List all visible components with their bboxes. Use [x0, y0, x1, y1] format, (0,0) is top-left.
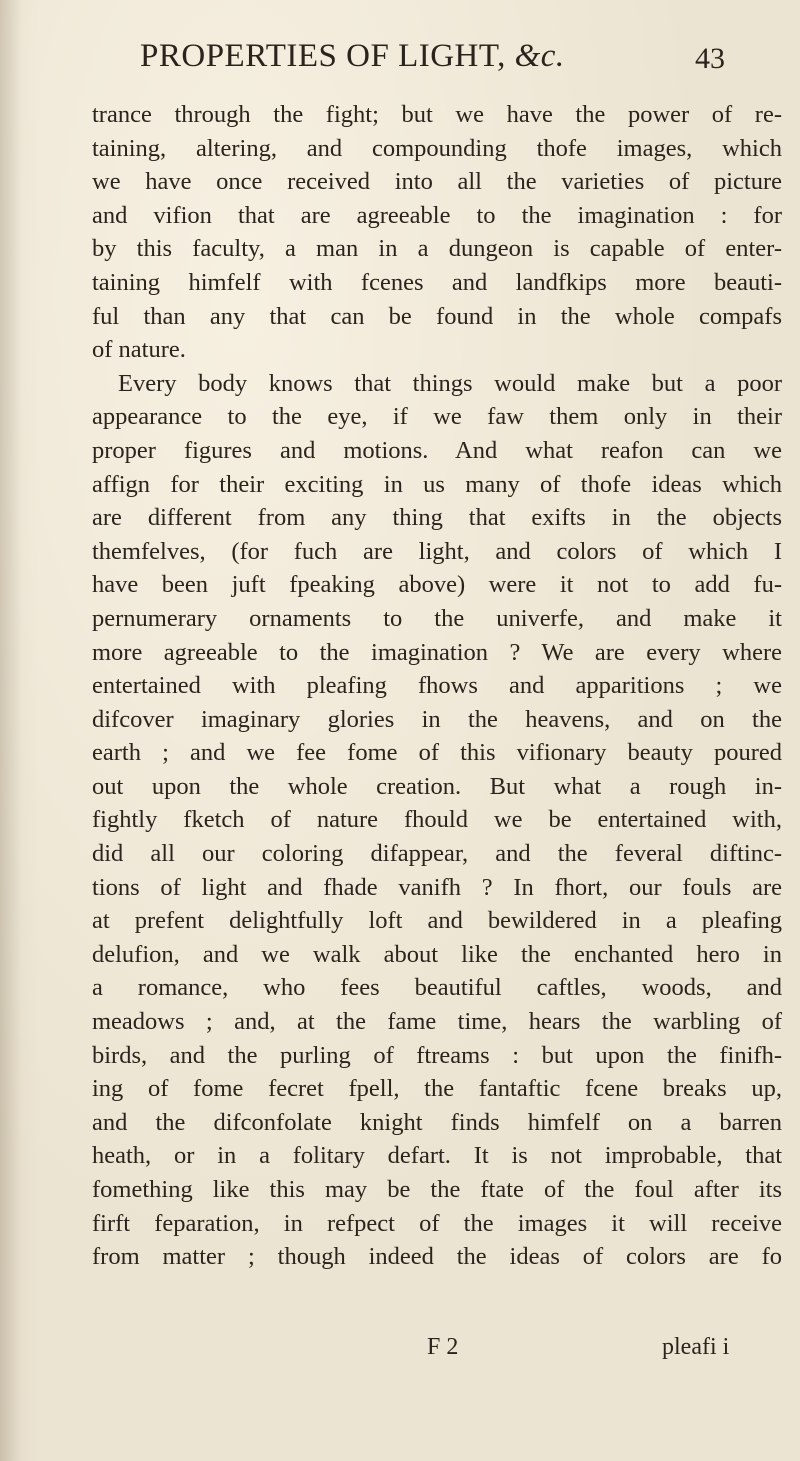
page-number: 43	[695, 42, 725, 75]
text-line: meadows ; and, at the fame time, hears the warbling of	[92, 1008, 782, 1036]
text-line: we have once received into all the varieties of picture	[92, 168, 782, 196]
page-footer	[92, 1334, 782, 1368]
running-title	[140, 38, 565, 75]
text-line: more agreeable to the imagination ? We are every where	[92, 638, 782, 666]
text-line: heath, or in a folitary defart. It is not improbable, that	[92, 1142, 782, 1170]
text-line: delufion, and we walk about like the enchanted hero in	[92, 940, 782, 968]
body-text	[92, 98, 782, 1274]
text-line: proper figures and motions. And what reafon can we	[92, 436, 782, 464]
text-line: at prefent delightfully loft and bewildered in a pleafing	[92, 907, 782, 935]
text-line: Every body knows that things would make but a poor	[118, 369, 782, 397]
text-line: and vifion that are agreeable to the imagination : for	[92, 201, 782, 229]
text-line: tions of light and fhade vanifh ? In fhort, our fouls are	[92, 873, 782, 901]
text-line: taining, altering, and compounding thofe images, which	[92, 134, 782, 162]
text-line: are different from any thing that exifts in the objects	[92, 504, 782, 532]
text-line: taining himfelf with fcenes and landfkips more beauti-	[92, 268, 782, 296]
text-line: have been juft fpeaking above) were it not to add fu-	[92, 571, 782, 599]
text-line: appearance to the eye, if we faw them only in their	[92, 403, 782, 431]
text-line: and the difconfolate knight finds himfelf on a barren	[92, 1108, 782, 1136]
text-line: trance through the fight; but we have the power of re-	[92, 101, 782, 128]
text-line: themfelves, (for fuch are light, and colors of which I	[92, 537, 782, 565]
text-line: from matter ; though indeed the ideas of colors are fo	[92, 1243, 782, 1271]
text-line: did all our coloring difappear, and the feveral diftinc-	[92, 840, 782, 868]
text-line: entertained with pleafing fhows and apparitions ; we	[92, 672, 782, 700]
text-line: of nature.	[92, 336, 186, 364]
text-line: out upon the whole creation. But what a rough in-	[92, 772, 782, 800]
text-line: a romance, who fees beautiful caftles, woods, and	[92, 974, 782, 1002]
page-header	[140, 38, 780, 78]
signature-mark: F 2	[427, 1334, 459, 1360]
text-line: ing of fome fecret fpell, the fantaftic fcene breaks up,	[92, 1075, 782, 1103]
text-line: pernumerary ornaments to the univerfe, and make it	[92, 604, 782, 632]
text-line: affign for their exciting in us many of thofe ideas which	[92, 470, 782, 498]
text-line: fightly fketch of nature fhould we be entertained with,	[92, 806, 782, 834]
running-title-text: PROPERTIES OF LIGHT,	[140, 38, 506, 74]
text-line: ful than any that can be found in the whole compafs	[92, 302, 782, 330]
text-line: fomething like this may be the ftate of the foul after its	[92, 1176, 782, 1203]
text-line: earth ; and we fee fome of this vifionary beauty poured	[92, 739, 782, 767]
catchword: pleafi i	[662, 1334, 730, 1360]
text-line: birds, and the purling of ftreams : but upon the finifh-	[92, 1041, 782, 1069]
text-line: difcover imaginary glories in the heavens, and on the	[92, 705, 782, 733]
text-line: by this faculty, a man in a dungeon is capable of enter-	[92, 235, 782, 263]
running-title-etc: &c.	[514, 38, 565, 74]
page-gutter-shadow	[0, 0, 22, 1461]
text-line: firft feparation, in refpect of the images it will receive	[92, 1209, 782, 1237]
